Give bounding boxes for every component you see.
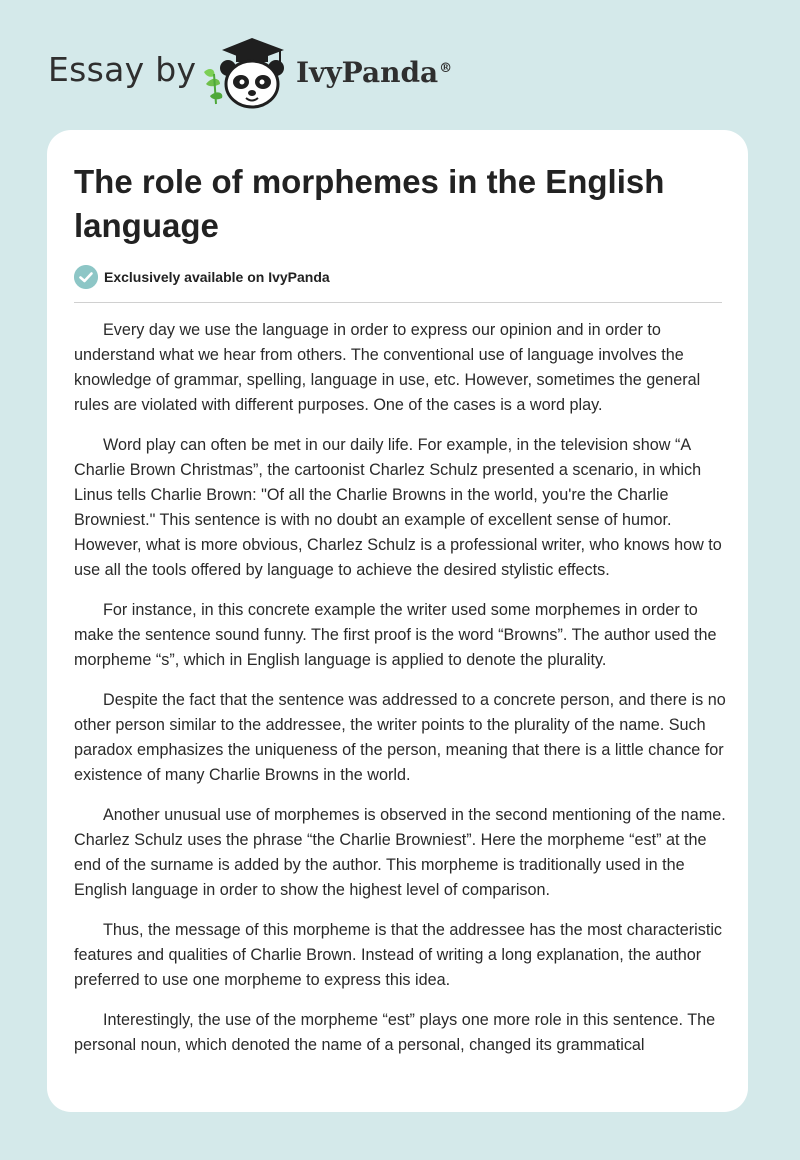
brand-name[interactable]: IvyPanda®	[296, 56, 453, 89]
paragraph: Another unusual use of morphemes is observed in the second mentioning of the name. Charlez Schulz uses the phrase “the Charlie Browniest”. Here the morpheme “est” at the end of the surname is added by the author. This morpheme is traditionally used in the English language in order to show the highest level of comparison.	[74, 806, 726, 899]
site-header	[48, 34, 508, 114]
paragraph: Thus, the message of this morpheme is that the addressee has the most characteristic features and qualities of Charlie Brown. Instead of writing a long explanation, the author preferred to use one morpheme to express this idea.	[74, 921, 723, 989]
paragraph: Interestingly, the use of the morpheme “est” plays one more role in this sentence. The personal noun, which denoted the name of a personal, changed its grammatical	[74, 1011, 716, 1054]
paragraph: Word play can often be met in our daily life. For example, in the television show “A Charlie Brown Christmas”, the cartoonist Charlez Schulz presented a scenario, in which Linus tells Charlie Brown: "Of all the Charlie Browns in the world, you're the Charlie Browniest." This sentence is with no doubt an example of excellent sense of humor. However, what is more obvious, Charlez Schulz is a professional writer, who knows how to use all the tools offered by language to achieve the desired stylistic effects.	[74, 436, 722, 579]
exclusive-badge	[74, 264, 330, 290]
paragraph: For instance, in this concrete example the writer used some morphemes in order to make the sentence sound funny. The first proof is the word “Browns”. The author used the morpheme “s”, which in English language is applied to denote the plurality.	[74, 601, 717, 669]
essay-title: The role of morphemes in the English language	[74, 163, 665, 244]
panda-logo-icon[interactable]	[202, 34, 290, 110]
exclusive-badge-label: Exclusively available on IvyPanda	[104, 269, 330, 285]
essay-card	[47, 130, 748, 1112]
paragraph: Every day we use the language in order to express our opinion and in order to understand what we hear from others. The conventional use of language involves the knowledge of grammar, spelling, language in use, etc. However, sometimes the general rules are violated with different purposes. One of the cases is a word play.	[74, 321, 701, 414]
essay-body	[74, 318, 726, 1073]
paragraph: Despite the fact that the sentence was addressed to a concrete person, and there is no other person similar to the addressee, the writer points to the plurality of the name. Such paradox emphasizes the uniqueness of the person, meaning that there is a little chance for existence of many Charlie Browns in the world.	[74, 691, 726, 784]
essay-by-label: Essay by	[48, 50, 197, 89]
divider	[74, 302, 722, 303]
checkmark-icon	[74, 265, 98, 289]
